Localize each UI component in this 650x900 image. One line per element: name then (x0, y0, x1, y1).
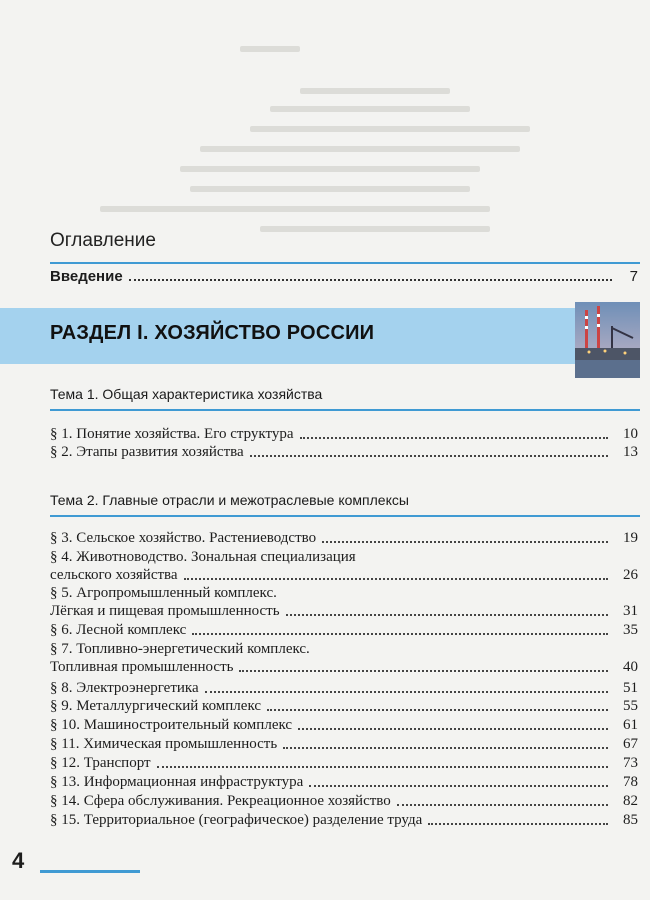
toc-entry-title: § 13. Информационная инфраструктура (50, 774, 304, 790)
dot-leader (300, 437, 608, 439)
toc-entry[interactable] (50, 811, 638, 829)
contents-title: Оглавление (50, 230, 156, 251)
toc-entry-page: 73 (623, 755, 638, 771)
toc-entry[interactable] (50, 697, 638, 715)
toc-entry-title: § 7. Топливно-энергетический комплекс. (50, 641, 310, 657)
toc-entry-page: 61 (623, 717, 638, 733)
industrial-plant-photo-icon (575, 302, 640, 378)
toc-entry-title: § 14. Сфера обслуживания. Рекреационное хозяйство (50, 793, 391, 809)
bleed-through-text (0, 0, 650, 240)
toc-entry-title: § 6. Лесной комплекс (50, 622, 187, 638)
dot-leader (397, 804, 608, 806)
toc-entry-page: 31 (623, 603, 638, 619)
toc-entry-page: 78 (623, 774, 638, 790)
toc-entry[interactable] (50, 621, 638, 639)
toc-entry-title: § 3. Сельское хозяйство. Растениеводство (50, 530, 317, 546)
toc-entry-page: 55 (623, 698, 638, 714)
toc-entry-title: § 1. Понятие хозяйства. Его структура (50, 426, 294, 442)
toc-entry[interactable] (50, 548, 638, 584)
toc-entry-title: § 10. Машиностроительный комплекс (50, 717, 293, 733)
dot-leader (267, 709, 608, 711)
dot-leader (192, 633, 608, 635)
dot-leader (322, 541, 608, 543)
toc-entry-title: § 11. Химическая промышленность (50, 736, 278, 752)
toc-entry-page: 82 (623, 793, 638, 809)
toc-entry[interactable] (50, 792, 638, 810)
toc-entry[interactable] (50, 584, 638, 620)
toc-entry-page: 67 (623, 736, 638, 752)
toc-entry[interactable] (50, 773, 638, 791)
dot-leader (428, 823, 608, 825)
dot-leader (298, 728, 608, 730)
toc-entry-page: 40 (623, 659, 638, 675)
toc-entry-page: 26 (623, 567, 638, 583)
dot-leader (250, 455, 608, 457)
toc-entry-page: 10 (623, 426, 638, 442)
toc-entry-title: § 8. Электроэнергетика (50, 680, 199, 696)
toc-entry[interactable] (50, 679, 638, 697)
toc-entry[interactable] (50, 735, 638, 753)
dot-leader (286, 614, 608, 616)
toc-entry-introduction[interactable] (50, 268, 638, 285)
topic-2-title: Тема 2. Главные отрасли и межотраслевые комплексы (50, 492, 409, 508)
toc-entry-page: 35 (623, 622, 638, 638)
toc-entry[interactable] (50, 425, 638, 443)
topic-1-rule (50, 409, 640, 411)
toc-entry-title-cont: сельского хозяйства (50, 567, 178, 583)
dot-leader (309, 785, 608, 787)
toc-entry-page: 19 (623, 530, 638, 546)
dot-leader (239, 670, 608, 672)
toc-entry[interactable] (50, 443, 638, 461)
toc-entry-title: § 4. Животноводство. Зональная специализация (50, 549, 356, 565)
toc-entry-page: 13 (623, 444, 638, 460)
introduction-page: 7 (629, 268, 638, 285)
toc-entry-page: 85 (623, 812, 638, 828)
toc-entry-title: § 15. Территориальное (географическое) разделение труда (50, 812, 423, 828)
footer-rule (40, 870, 140, 873)
section-title: РАЗДЕЛ I. ХОЗЯЙСТВО РОССИИ (50, 322, 375, 344)
toc-entry-title: § 9. Металлургический комплекс (50, 698, 262, 714)
introduction-label: Введение (50, 268, 123, 285)
toc-entry[interactable] (50, 529, 638, 547)
dot-leader (205, 691, 608, 693)
page-number: 4 (12, 848, 25, 873)
dot-leader (283, 747, 608, 749)
toc-entry-title-cont: Топливная промышленность (50, 659, 234, 675)
toc-entry[interactable] (50, 716, 638, 734)
dot-leader (184, 578, 608, 580)
toc-entry-page: 51 (623, 680, 638, 696)
toc-entry-title: § 5. Агропромышленный комплекс. (50, 585, 277, 601)
toc-entry-title: § 2. Этапы развития хозяйства (50, 444, 244, 460)
toc-entry-title: § 12. Транспорт (50, 755, 151, 771)
topic-2-rule (50, 515, 640, 517)
dot-leader (157, 766, 608, 768)
toc-entry[interactable] (50, 640, 638, 676)
topic-1-title: Тема 1. Общая характеристика хозяйства (50, 386, 323, 402)
toc-entry-title-cont: Лёгкая и пищевая промышленность (50, 603, 280, 619)
toc-entry[interactable] (50, 754, 638, 772)
dot-leader (129, 279, 612, 281)
contents-rule (50, 262, 640, 264)
